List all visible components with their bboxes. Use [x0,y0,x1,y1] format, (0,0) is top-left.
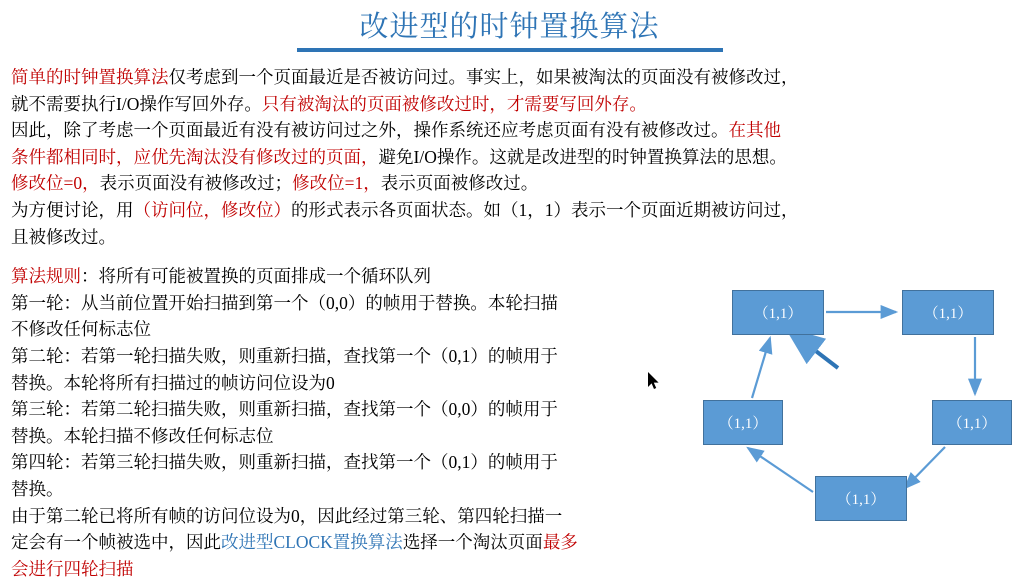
p1-highlight-a: 简单的时钟置换算法 [11,67,169,87]
node-top-right: （1,1） [902,290,994,335]
title-underline [297,48,723,52]
conclusion-line-1: 由于第二轮已将所有帧的访问位设为0，因此经过第三轮、第四轮扫描一 [11,505,563,526]
paragraph-3 [11,170,1011,197]
arrow-bottom-right [905,447,945,488]
conclusion-line-2 [11,529,683,556]
p3-text-d: 表示页面被修改过。 [380,173,539,194]
paragraph-4-cont [11,224,1011,251]
round-2-line-2: 替换。本轮将所有扫描过的帧访问位设为0 [11,372,335,393]
round-3-line-1: 第三轮：若第二轮扫描失败，则重新扫描，查找第一个（0,0）的帧用于 [11,399,558,420]
round-4-line-1: 第四轮：若第三轮扫描失败，则重新扫描，查找第一个（0,1）的帧用于 [11,452,558,473]
paragraph-2-cont [11,144,1011,171]
p5-highlight-a: 算法规则 [11,266,81,287]
arrow-left-up [752,338,770,398]
node-bottom: （1,1） [815,476,907,521]
p1-text-b: 仅考虑到一个页面最近是否被访问过。事实上，如果被淘汰的页面没有被修改过， [168,67,799,87]
p1-text-c: 就不需要执行I/O操作写回外存。 [11,93,262,114]
p10-text-b: 定会有一个帧被选中，因此 [11,532,221,553]
p10-highlight-e: 最多 [542,532,578,553]
paragraph-4 [11,197,1011,224]
p4-text-d: 且被修改过。 [11,226,116,247]
p10-text-d: 选择一个淘汰页面 [402,532,543,553]
p4-text-a: 为方便讨论，用 [11,199,134,220]
paragraph-1 [11,64,1011,91]
node-left: （1,1） [703,400,783,445]
arrow-bottom-left [748,448,813,492]
spacer [11,250,1011,263]
round-1-line-1: 第一轮：从当前位置开始扫描到第一个（0,0）的帧用于替换。本轮扫描 [11,292,558,313]
node-right: （1,1） [932,400,1012,445]
p10-highlight-c: 改进型CLOCK置换算法 [221,532,403,553]
p2-text-a: 因此，除了考虑一个页面最近有没有被访问过之外，操作系统还应考虑页面有没有被修改过。 [11,120,729,141]
p5-text-b: ：将所有可能被置换的页面排成一个循环队列 [81,266,431,287]
mouse-cursor-icon [648,372,660,390]
p2-text-d: 避免I/O操作。这就是改进型的时钟置换算法的思想。 [378,146,787,167]
p4-text-c: 的形式表示各页面状态。如（1，1）表示一个页面近期被访问过， [291,199,799,220]
round-4-line-2: 替换。 [11,478,64,499]
conclusion-line-3: 会进行四轮扫描 [11,558,134,579]
round-2-line-1: 第二轮：若第一轮扫描失败，则重新扫描，查找第一个（0,1）的帧用于 [11,345,558,366]
slide-title [0,10,1019,44]
round-1-line-2: 不修改任何标志位 [11,319,151,340]
node-top-left: （1,1） [732,290,824,335]
p2-highlight-b: 在其他 [728,120,781,141]
p1-highlight-d: 只有被淘汰的页面被修改过时，才需要写回外存。 [261,93,647,114]
page-title: 改进型的时钟置换算法 [359,11,660,43]
round-3-line-2: 替换。本轮扫描不修改任何标志位 [11,425,274,446]
circular-queue-diagram [690,280,1015,530]
p4-highlight-b: （访问位，修改位） [133,199,291,220]
p3-highlight-c: 修改位=1， [292,173,381,194]
arrow-current-pointer [791,332,838,368]
p3-highlight-a: 修改位=0， [11,173,100,194]
p3-text-b: 表示页面没有被修改过； [99,173,293,194]
p2-highlight-c: 条件都相同时，应优先淘汰没有修改过的页面， [11,146,379,167]
paragraph-1-cont [11,91,1011,118]
paragraph-2 [11,117,1011,144]
